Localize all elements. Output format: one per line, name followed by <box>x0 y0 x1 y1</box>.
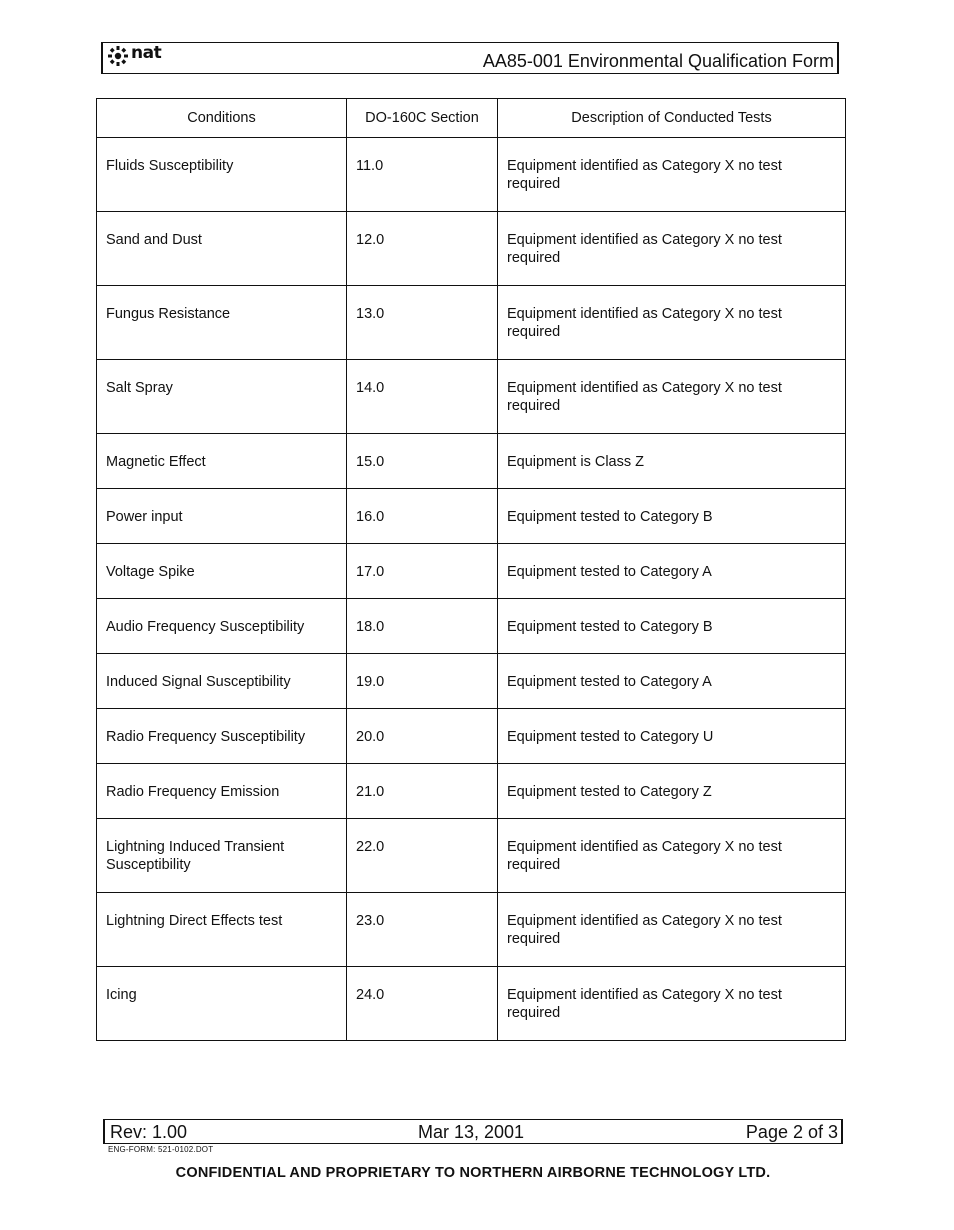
description-cell: Equipment tested to Category B <box>498 489 846 544</box>
section-cell: 12.0 <box>347 212 498 286</box>
description-cell: Equipment identified as Category X no test required <box>498 819 846 893</box>
description-cell: Equipment is Class Z <box>498 434 846 489</box>
table-row <box>97 709 846 764</box>
nat-logo <box>107 45 161 67</box>
section-cell: 15.0 <box>347 434 498 489</box>
section-cell: 24.0 <box>347 967 498 1041</box>
table-row <box>97 212 846 286</box>
confidential-notice: CONFIDENTIAL AND PROPRIETARY TO NORTHERN AIRBORNE TECHNOLOGY LTD. <box>175 1165 771 1181</box>
condition-cell: Lightning Induced Transient Susceptibility <box>97 819 347 893</box>
page-footer <box>103 1119 843 1144</box>
section-cell: 18.0 <box>347 599 498 654</box>
starburst-logo-icon <box>107 45 129 67</box>
table-row <box>97 544 846 599</box>
description-cell: Equipment tested to Category A <box>498 544 846 599</box>
condition-cell: Voltage Spike <box>97 544 347 599</box>
section-cell: 16.0 <box>347 489 498 544</box>
description-cell: Equipment identified as Category X no test required <box>498 967 846 1041</box>
table-row <box>97 599 846 654</box>
table-header-row <box>97 99 846 138</box>
condition-cell: Icing <box>97 967 347 1041</box>
table-row <box>97 764 846 819</box>
section-cell: 11.0 <box>347 138 498 212</box>
description-cell: Equipment identified as Category X no test required <box>498 138 846 212</box>
revision-label: Rev: 1.00 <box>110 1122 188 1142</box>
column-header-conditions: Conditions <box>97 99 347 138</box>
table-row <box>97 360 846 434</box>
description-cell: Equipment identified as Category X no test required <box>498 893 846 967</box>
form-identifier: ENG-FORM: 521-0102.DOT <box>108 1145 214 1154</box>
section-cell: 21.0 <box>347 764 498 819</box>
condition-cell: Magnetic Effect <box>97 434 347 489</box>
table-row <box>97 138 846 212</box>
environmental-qualification-table <box>96 98 846 1041</box>
condition-cell: Sand and Dust <box>97 212 347 286</box>
description-cell: Equipment tested to Category U <box>498 709 846 764</box>
condition-cell: Lightning Direct Effects test <box>97 893 347 967</box>
page-number: Page 2 of 3 <box>745 1122 838 1142</box>
section-cell: 17.0 <box>347 544 498 599</box>
section-cell: 19.0 <box>347 654 498 709</box>
description-cell: Equipment identified as Category X no test required <box>498 360 846 434</box>
column-header-description: Description of Conducted Tests <box>498 99 846 138</box>
column-header-section: DO-160C Section <box>347 99 498 138</box>
page-header <box>101 42 839 74</box>
condition-cell: Radio Frequency Emission <box>97 764 347 819</box>
condition-cell: Power input <box>97 489 347 544</box>
table-row <box>97 489 846 544</box>
table-row <box>97 654 846 709</box>
condition-cell: Salt Spray <box>97 360 347 434</box>
logo-text: nat <box>131 43 162 63</box>
description-cell: Equipment tested to Category Z <box>498 764 846 819</box>
section-cell: 23.0 <box>347 893 498 967</box>
section-cell: 14.0 <box>347 360 498 434</box>
condition-cell: Fungus Resistance <box>97 286 347 360</box>
table-row <box>97 434 846 489</box>
section-cell: 20.0 <box>347 709 498 764</box>
section-cell: 13.0 <box>347 286 498 360</box>
table-row <box>97 286 846 360</box>
form-title: AA85-001 Environmental Qualification Form <box>482 51 834 71</box>
table-row <box>97 819 846 893</box>
condition-cell: Fluids Susceptibility <box>97 138 347 212</box>
revision-date: Mar 13, 2001 <box>418 1122 525 1142</box>
condition-cell: Audio Frequency Susceptibility <box>97 599 347 654</box>
description-cell: Equipment tested to Category A <box>498 654 846 709</box>
description-cell: Equipment tested to Category B <box>498 599 846 654</box>
description-cell: Equipment identified as Category X no test required <box>498 286 846 360</box>
condition-cell: Radio Frequency Susceptibility <box>97 709 347 764</box>
section-cell: 22.0 <box>347 819 498 893</box>
condition-cell: Induced Signal Susceptibility <box>97 654 347 709</box>
description-cell: Equipment identified as Category X no test required <box>498 212 846 286</box>
table-row <box>97 893 846 967</box>
table-row <box>97 967 846 1041</box>
